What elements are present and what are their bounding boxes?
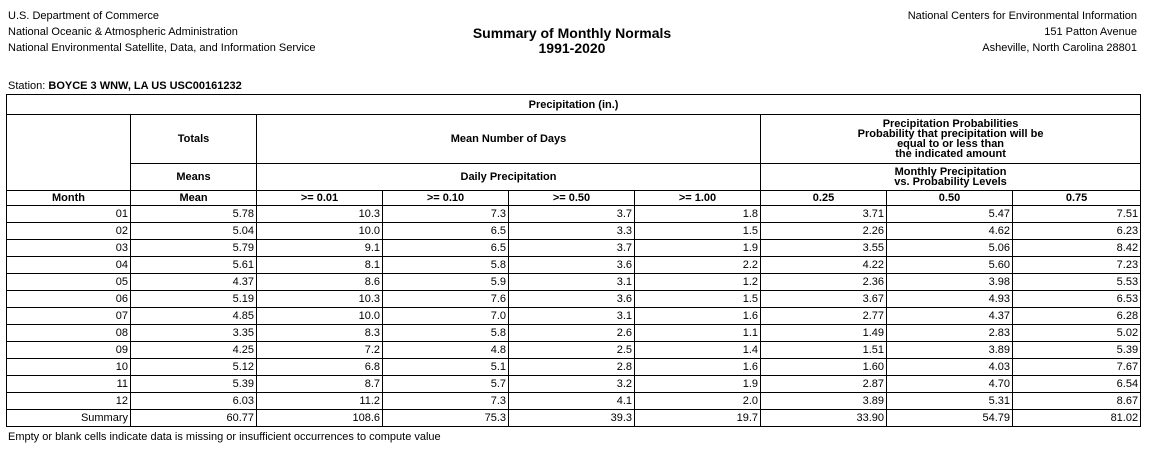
cell-prob-075: 7.23 — [1013, 257, 1141, 274]
cell-prob-050: 2.83 — [887, 325, 1013, 342]
prob-heading-line-4: the indicated amount — [895, 148, 1006, 160]
cell-prob-025: 3.89 — [761, 393, 887, 410]
cell-mean: 3.35 — [131, 325, 257, 342]
cell-month: Summary — [7, 410, 131, 427]
cell-ge-050: 3.1 — [509, 274, 635, 291]
address-line-3: Asheville, North Carolina 28801 — [982, 42, 1137, 54]
cell-mean: 5.19 — [131, 291, 257, 308]
cell-month: 10 — [7, 359, 131, 376]
prob-heading-line-3: equal to or less than — [897, 138, 1005, 150]
cell-mean: 4.25 — [131, 342, 257, 359]
cell-mean: 5.04 — [131, 223, 257, 240]
cell-ge-010: 6.5 — [383, 223, 509, 240]
cell-ge-001: 9.1 — [257, 240, 383, 257]
cell-mean: 5.61 — [131, 257, 257, 274]
cell-ge-100: 2.0 — [635, 393, 761, 410]
cell-prob-025: 1.60 — [761, 359, 887, 376]
cell-mean: 5.39 — [131, 376, 257, 393]
cell-prob-025: 1.51 — [761, 342, 887, 359]
cell-ge-050: 2.6 — [509, 325, 635, 342]
cell-month: 03 — [7, 240, 131, 257]
col-prob-025: 0.25 — [761, 191, 887, 206]
cell-prob-025: 2.26 — [761, 223, 887, 240]
table-row — [7, 359, 1141, 376]
prob-heading-line-2: Probability that precipitation will be — [857, 128, 1044, 140]
cell-month: 07 — [7, 308, 131, 325]
station-label: Station: — [8, 80, 46, 92]
blank-header-cell — [7, 115, 131, 191]
cell-ge-001: 10.0 — [257, 223, 383, 240]
sub-daily-precip: Daily Precipitation — [257, 164, 761, 191]
cell-ge-001: 10.3 — [257, 206, 383, 223]
cell-prob-050: 5.60 — [887, 257, 1013, 274]
cell-ge-050: 2.5 — [509, 342, 635, 359]
cell-mean: 4.85 — [131, 308, 257, 325]
cell-mean: 5.12 — [131, 359, 257, 376]
col-prob-050: 0.50 — [887, 191, 1013, 206]
cell-ge-010: 5.1 — [383, 359, 509, 376]
cell-ge-010: 7.3 — [383, 206, 509, 223]
cell-ge-010: 7.3 — [383, 393, 509, 410]
col-month: Month — [7, 191, 131, 206]
agency-line-3: National Environmental Satellite, Data, and Information Service — [8, 42, 316, 54]
cell-prob-050: 3.89 — [887, 342, 1013, 359]
cell-ge-001: 8.7 — [257, 376, 383, 393]
col-prob-075: 0.75 — [1013, 191, 1141, 206]
cell-ge-010: 5.9 — [383, 274, 509, 291]
station-info — [8, 80, 242, 93]
cell-ge-050: 3.7 — [509, 240, 635, 257]
cell-ge-001: 10.3 — [257, 291, 383, 308]
cell-prob-025: 2.36 — [761, 274, 887, 291]
cell-ge-050: 3.3 — [509, 223, 635, 240]
cell-prob-050: 4.93 — [887, 291, 1013, 308]
cell-prob-075: 5.02 — [1013, 325, 1141, 342]
table-row — [7, 257, 1141, 274]
station-name: BOYCE 3 WNW, LA US USC00161232 — [48, 80, 242, 92]
cell-ge-050: 3.6 — [509, 257, 635, 274]
agency-line-2: National Oceanic & Atmospheric Administration — [8, 26, 238, 38]
cell-ge-100: 1.2 — [635, 274, 761, 291]
col-ge-100: >= 1.00 — [635, 191, 761, 206]
cell-ge-010: 7.6 — [383, 291, 509, 308]
cell-ge-001: 7.2 — [257, 342, 383, 359]
prob-heading-line-1: Precipitation Probabilities — [882, 118, 1019, 130]
cell-ge-010: 5.8 — [383, 257, 509, 274]
cell-ge-010: 75.3 — [383, 410, 509, 427]
cell-ge-001: 8.6 — [257, 274, 383, 291]
cell-prob-025: 1.49 — [761, 325, 887, 342]
cell-ge-050: 4.1 — [509, 393, 635, 410]
table-row — [7, 325, 1141, 342]
col-ge-050: >= 0.50 — [509, 191, 635, 206]
cell-ge-100: 19.7 — [635, 410, 761, 427]
cell-ge-100: 1.6 — [635, 308, 761, 325]
cell-ge-100: 1.4 — [635, 342, 761, 359]
cell-prob-050: 4.03 — [887, 359, 1013, 376]
col-mean: Mean — [131, 191, 257, 206]
cell-ge-001: 10.0 — [257, 308, 383, 325]
address-line-1: National Centers for Environmental Information — [907, 10, 1137, 22]
cell-ge-050: 3.1 — [509, 308, 635, 325]
cell-ge-100: 1.8 — [635, 206, 761, 223]
cell-prob-025: 3.55 — [761, 240, 887, 257]
cell-prob-025: 3.67 — [761, 291, 887, 308]
sub-prob-line-1: Monthly Precipitation — [894, 166, 1007, 178]
cell-prob-025: 4.22 — [761, 257, 887, 274]
cell-ge-100: 1.9 — [635, 376, 761, 393]
table-row — [7, 393, 1141, 410]
table-row — [7, 308, 1141, 325]
table-row — [7, 223, 1141, 240]
cell-prob-050: 4.70 — [887, 376, 1013, 393]
cell-month: 12 — [7, 393, 131, 410]
sub-prob-levels — [761, 164, 1141, 191]
group-totals: Totals — [131, 115, 257, 164]
table-row — [7, 410, 1141, 427]
cell-prob-075: 5.39 — [1013, 342, 1141, 359]
cell-prob-050: 5.47 — [887, 206, 1013, 223]
table-row — [7, 240, 1141, 257]
cell-ge-050: 39.3 — [509, 410, 635, 427]
cell-prob-075: 6.53 — [1013, 291, 1141, 308]
footnote: Empty or blank cells indicate data is missing or insufficient occurrences to compute value — [8, 431, 441, 443]
cell-prob-075: 8.42 — [1013, 240, 1141, 257]
cell-prob-050: 3.98 — [887, 274, 1013, 291]
cell-ge-050: 3.6 — [509, 291, 635, 308]
cell-month: 08 — [7, 325, 131, 342]
cell-ge-001: 8.3 — [257, 325, 383, 342]
cell-ge-001: 11.2 — [257, 393, 383, 410]
sub-means: Means — [131, 164, 257, 191]
cell-ge-010: 6.5 — [383, 240, 509, 257]
cell-month: 05 — [7, 274, 131, 291]
cell-mean: 6.03 — [131, 393, 257, 410]
cell-month: 06 — [7, 291, 131, 308]
cell-prob-075: 6.28 — [1013, 308, 1141, 325]
table-row — [7, 342, 1141, 359]
cell-month: 01 — [7, 206, 131, 223]
cell-prob-075: 8.67 — [1013, 393, 1141, 410]
cell-month: 02 — [7, 223, 131, 240]
cell-prob-050: 5.06 — [887, 240, 1013, 257]
cell-ge-100: 1.5 — [635, 291, 761, 308]
table-title: Precipitation (in.) — [7, 95, 1141, 115]
cell-ge-010: 7.0 — [383, 308, 509, 325]
cell-prob-025: 3.71 — [761, 206, 887, 223]
cell-prob-075: 7.51 — [1013, 206, 1141, 223]
address-line-2: 151 Patton Avenue — [1044, 26, 1137, 38]
cell-ge-001: 108.6 — [257, 410, 383, 427]
cell-mean: 4.37 — [131, 274, 257, 291]
sub-prob-line-2: vs. Probability Levels — [894, 176, 1007, 188]
col-ge-010: >= 0.10 — [383, 191, 509, 206]
cell-ge-100: 1.5 — [635, 223, 761, 240]
cell-ge-050: 3.2 — [509, 376, 635, 393]
cell-prob-075: 5.53 — [1013, 274, 1141, 291]
cell-ge-010: 5.8 — [383, 325, 509, 342]
cell-ge-010: 5.7 — [383, 376, 509, 393]
cell-month: 09 — [7, 342, 131, 359]
cell-ge-100: 1.6 — [635, 359, 761, 376]
precipitation-normals-table — [6, 94, 1141, 427]
table-row — [7, 291, 1141, 308]
cell-ge-100: 2.2 — [635, 257, 761, 274]
cell-ge-001: 6.8 — [257, 359, 383, 376]
table-row — [7, 274, 1141, 291]
agency-line-1: U.S. Department of Commerce — [8, 10, 159, 22]
table-row — [7, 206, 1141, 223]
cell-ge-001: 8.1 — [257, 257, 383, 274]
col-ge-001: >= 0.01 — [257, 191, 383, 206]
cell-month: 11 — [7, 376, 131, 393]
cell-mean: 60.77 — [131, 410, 257, 427]
address-block — [908, 8, 1137, 56]
cell-mean: 5.79 — [131, 240, 257, 257]
group-probabilities — [761, 115, 1141, 164]
cell-ge-010: 4.8 — [383, 342, 509, 359]
report-period: 1991-2020 — [538, 40, 606, 56]
cell-mean: 5.78 — [131, 206, 257, 223]
group-mean-days: Mean Number of Days — [257, 115, 761, 164]
cell-prob-075: 6.54 — [1013, 376, 1141, 393]
cell-prob-075: 7.67 — [1013, 359, 1141, 376]
cell-prob-075: 6.23 — [1013, 223, 1141, 240]
cell-ge-100: 1.9 — [635, 240, 761, 257]
report-title: Summary of Monthly Normals — [472, 25, 672, 41]
table-row — [7, 376, 1141, 393]
cell-prob-050: 5.31 — [887, 393, 1013, 410]
cell-prob-050: 4.37 — [887, 308, 1013, 325]
cell-prob-025: 2.77 — [761, 308, 887, 325]
cell-prob-025: 33.90 — [761, 410, 887, 427]
cell-ge-050: 2.8 — [509, 359, 635, 376]
column-header-row — [7, 191, 1141, 206]
cell-prob-025: 2.87 — [761, 376, 887, 393]
cell-month: 04 — [7, 257, 131, 274]
cell-prob-050: 54.79 — [887, 410, 1013, 427]
table-body — [7, 206, 1141, 427]
cell-ge-050: 3.7 — [509, 206, 635, 223]
cell-prob-050: 4.62 — [887, 223, 1013, 240]
cell-ge-100: 1.1 — [635, 325, 761, 342]
cell-prob-075: 81.02 — [1013, 410, 1141, 427]
